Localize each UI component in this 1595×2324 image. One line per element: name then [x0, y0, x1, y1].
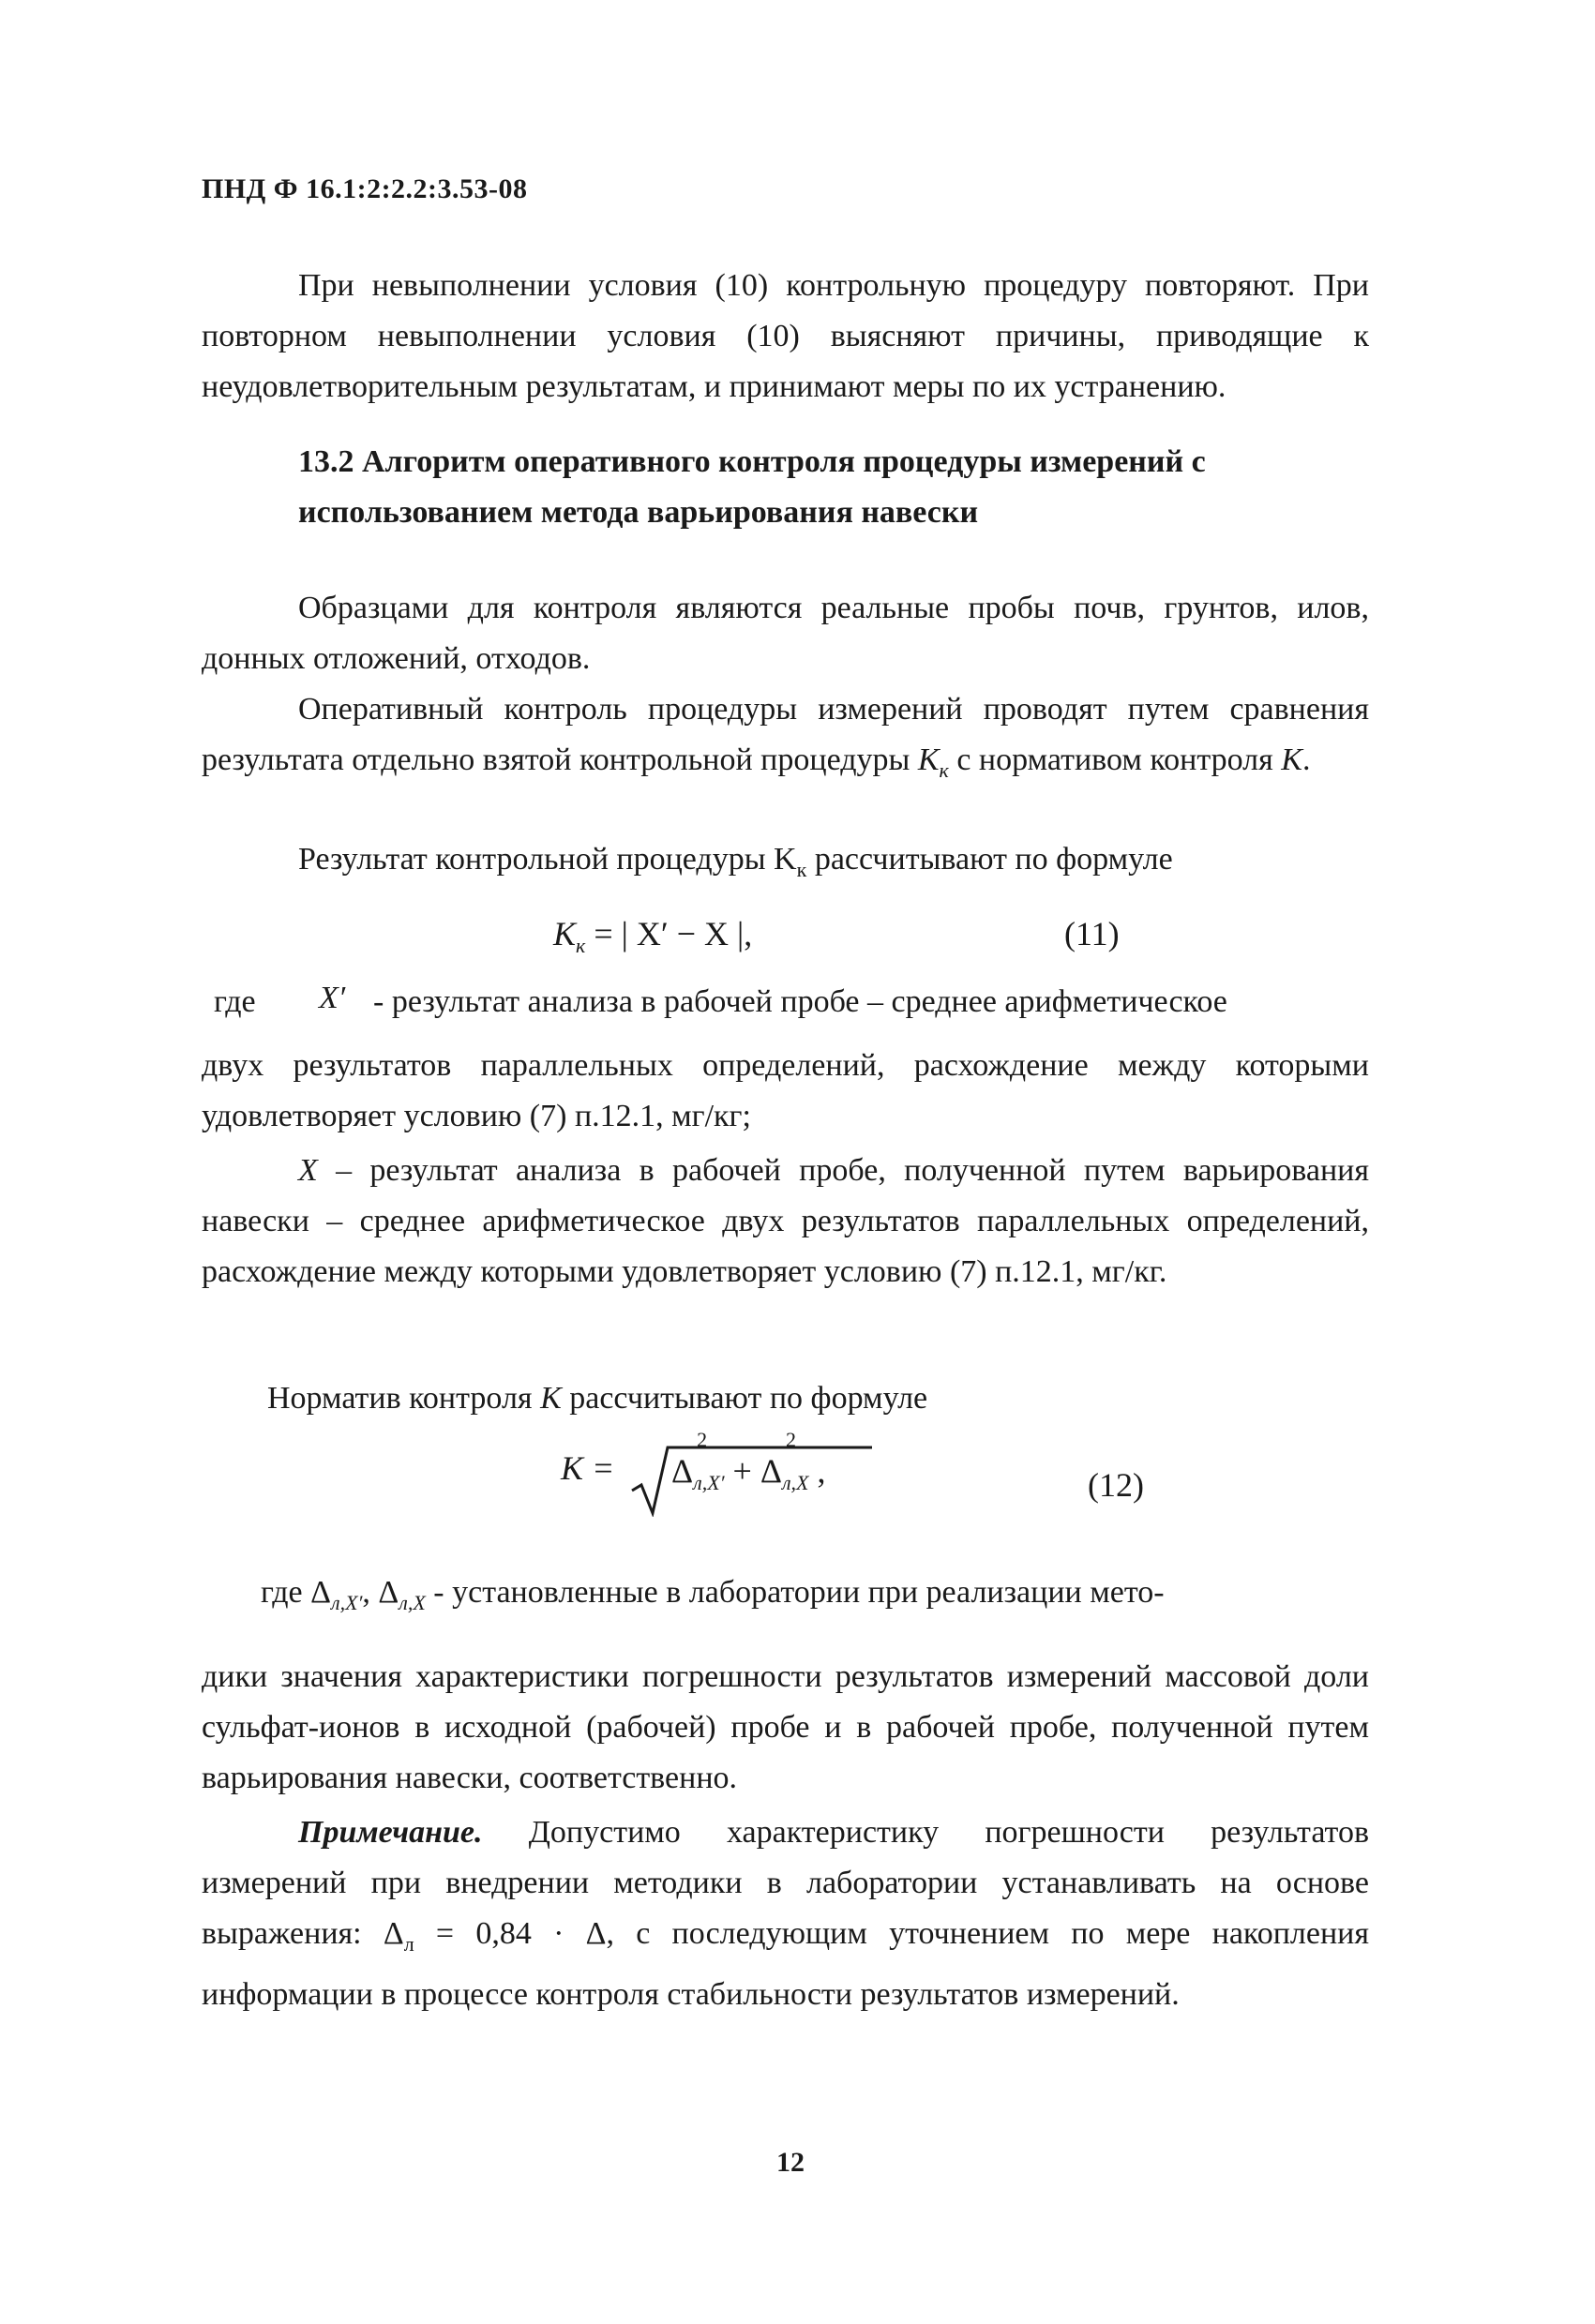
p4-end: рассчитывают по формуле: [806, 842, 1173, 877]
note-paragraph: [202, 1807, 1369, 2020]
eq12-term2: Δ: [760, 1452, 782, 1490]
eq11-lhs-sub: к: [576, 934, 586, 958]
p3-mid: с нормативом контроля: [956, 742, 1273, 777]
where3-sym1-sub: л,X′: [331, 1590, 363, 1614]
paragraph-operative-control: [202, 684, 1369, 796]
kk-symbol: K: [917, 742, 940, 777]
where3-sym2: Δ: [378, 1575, 399, 1610]
page-number: 12: [776, 2147, 805, 2178]
eq12-term1: Δ: [671, 1452, 694, 1490]
where3-continuation: дики значения характеристики погрешности результатов измерений массовой доли сульфат-ионов в исходной (рабочей) пробе и в рабочей пробе, полученной путем варьирования навески, соответственно.: [202, 1659, 1369, 1795]
p5-text: Норматив контроля: [267, 1381, 533, 1416]
where1-continuation: двух результатов параллельных определений, расхождение между которыми удовлетворяет условию (7) п.12.1, мг/кг;: [202, 1048, 1369, 1133]
document-code-header: ПНД Ф 16.1:2:2.2:3.53-08: [202, 173, 528, 204]
k-symbol: K: [1281, 742, 1302, 777]
where2-symbol: X: [298, 1153, 318, 1188]
where3-sym1: Δ: [310, 1575, 332, 1610]
equation-11-number: (11): [1064, 915, 1120, 952]
p3-text: Оперативный контроль процедуры измерений проводят путем сравнения результата отдельно взятой контрольной процедуры: [202, 692, 1369, 777]
note-text2: = 0,84 · Δ, с последующим уточнением по мере накопления информации в процессе контроля стабильности результатов измерений.: [202, 1916, 1369, 2012]
where1-symbol: X′: [319, 981, 346, 1015]
where1-word: где: [214, 984, 256, 1019]
where3-word: где: [261, 1575, 303, 1610]
where3-sym2-sub: л,X: [399, 1590, 426, 1614]
where1-text: - результат анализа в рабочей пробе – среднее арифметическое: [373, 984, 1227, 1019]
eq12-radicand: [671, 1428, 826, 1495]
paragraph-control-samples: Образцами для контроля являются реальные пробы почв, грунтов, илов, донных отложений, отходов.: [202, 591, 1369, 676]
where3-text: - установленные в лаборатории при реализации мето-: [433, 1575, 1165, 1610]
section-heading-13-2: 13.2 Алгоритм оперативного контроля процедуры измерений с использованием метода варьирования навески: [298, 444, 1206, 530]
eq12-term2-sub: л,X: [781, 1471, 809, 1495]
kk-subscript: к: [939, 757, 949, 782]
eq12-term1-sup: 2: [697, 1428, 708, 1451]
where2-paragraph: [202, 1146, 1369, 1297]
p5-k: K: [540, 1381, 562, 1416]
eq12-term2-sup: 2: [785, 1428, 796, 1451]
eq11-rhs: = | X′ − X |,: [594, 915, 753, 952]
where2-text: – результат анализа в рабочей пробе, полученной путем варьирования навески – среднее арифметическое двух результатов параллельных определений, расхождение между которыми удовлетворяет условию (7) п.12.1, мг/кг.: [202, 1153, 1370, 1289]
p4-subscript: к: [796, 857, 807, 881]
eq12-term1-sub: л,X′: [693, 1471, 725, 1495]
p5-end: рассчитывают по формуле: [569, 1381, 928, 1416]
paragraph-result-formula-intro: [202, 834, 1369, 895]
paragraph-repeat-procedure: При невыполнении условия (10) контрольную процедуру повторяют. При повторном невыполнении условия (10) выясняют причины, приводящие к неудовлетворительным результатам, и принимают меры по их устранению.: [202, 268, 1369, 404]
eq12-lhs: K =: [561, 1449, 615, 1487]
eq11-lhs: K: [553, 915, 577, 952]
equation-12-number: (12): [1088, 1466, 1144, 1504]
equation-11: [553, 914, 752, 958]
eq12-plus: +: [732, 1452, 752, 1490]
p4-text: Результат контрольной процедуры K: [298, 842, 797, 877]
eq12-comma: ,: [817, 1452, 826, 1490]
note-text: Допустимо характеристику погрешности результатов измерений при внедрении методики в лаборатории устанавливать на основе выражения: Δ: [202, 1815, 1369, 1951]
where3-sep: ,: [362, 1575, 370, 1610]
p3-end: .: [1302, 742, 1311, 777]
note-label: Примечание.: [298, 1815, 483, 1850]
note-sub: л: [403, 1931, 414, 1956]
where3-line: [261, 1575, 1165, 1615]
paragraph-norm-formula-intro: [267, 1373, 1369, 1424]
